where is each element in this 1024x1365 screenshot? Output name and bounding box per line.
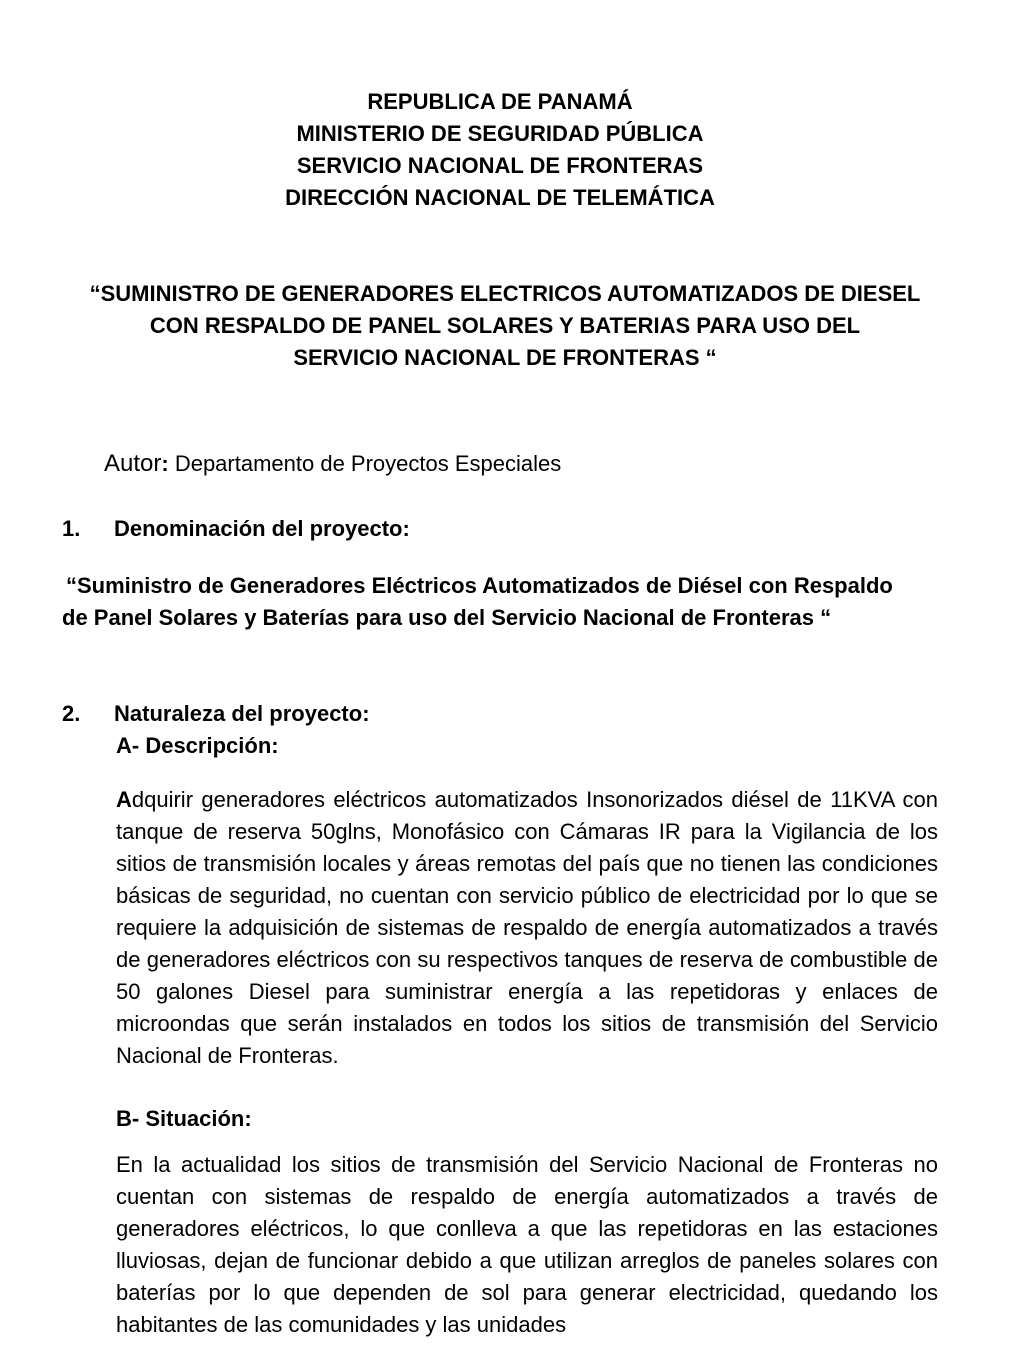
document-header — [0, 86, 1000, 214]
header-line-service: SERVICIO NACIONAL DE FRONTERAS — [296, 153, 704, 178]
section-2-number: 2. — [62, 701, 81, 726]
section-1-title: Denominación del proyecto: — [114, 516, 410, 541]
author-line — [104, 448, 561, 480]
project-name-line-2: de Panel Solares y Baterías para uso del Servicio Nacional de Fronteras “ — [62, 605, 832, 630]
header-line-direction: DIRECCIÓN NACIONAL DE TELEMÁTICA — [285, 185, 715, 210]
title-line-2: CON RESPALDO DE PANEL SOLARES Y BATERIAS PARA USO DEL — [149, 313, 861, 338]
section-2-title: Naturaleza del proyecto: — [114, 701, 370, 726]
title-line-3: SERVICIO NACIONAL DE FRONTERAS “ — [293, 345, 717, 370]
description-paragraph — [116, 784, 938, 1072]
author-label: Autor — [104, 450, 162, 477]
section-1-heading — [62, 513, 410, 545]
description-first-letter: A — [116, 787, 132, 812]
header-line-republic: REPUBLICA DE PANAMÁ — [367, 89, 633, 114]
section-1-number: 1. — [62, 516, 81, 541]
section-2-heading — [62, 698, 370, 730]
title-line-1: “SUMINISTRO DE GENERADORES ELECTRICOS AUTOMATIZADOS DE DIESEL — [89, 281, 921, 306]
header-line-ministry: MINISTERIO DE SEGURIDAD PÚBLICA — [296, 121, 704, 146]
author-value: Departamento de Proyectos Especiales — [168, 451, 562, 476]
project-name-line-1: “Suministro de Generadores Eléctricos Automatizados de Diésel con Respaldo — [66, 573, 893, 598]
situation-paragraph: En la actualidad los sitios de transmisión del Servicio Nacional de Fronteras no cuentan con sistemas de respaldo de energía automatizados a través de generadores eléctricos, lo que conlleva a que las repetidoras en las estaciones lluviosas, dejan de funcionar debido a que utilizan arreglos de paneles solares con baterías por lo que dependen de sol para generar electricidad, quedando los habitantes de las comunidades y las unidades — [116, 1152, 938, 1337]
description-text: dquirir generadores eléctricos automatizados Insonorizados diésel de 11KVA con tanque de reserva 50glns, Monofásico con Cámaras IR para la Vigilancia de los sitios de transmisión locales y áreas remotas del país que no tienen las condiciones básicas de seguridad, no cuentan con servicio público de electricidad por lo que se requiere la adquisición de sistemas de respaldo de energía automatizados a través de generadores eléctricos con su respectivos tanques de reserva de combustible de 50 galones Diesel para suministrar energía a las repetidoras y enlaces de microondas que serán instalados en todos los sitios de transmisión del Servicio Nacional de Fronteras. — [116, 787, 938, 1068]
subsection-a-heading: A- Descripción: — [116, 733, 279, 758]
subsection-b-heading: B- Situación: — [116, 1106, 252, 1131]
project-name — [62, 570, 940, 634]
document-title — [0, 278, 1010, 374]
author-colon: : — [161, 451, 169, 476]
